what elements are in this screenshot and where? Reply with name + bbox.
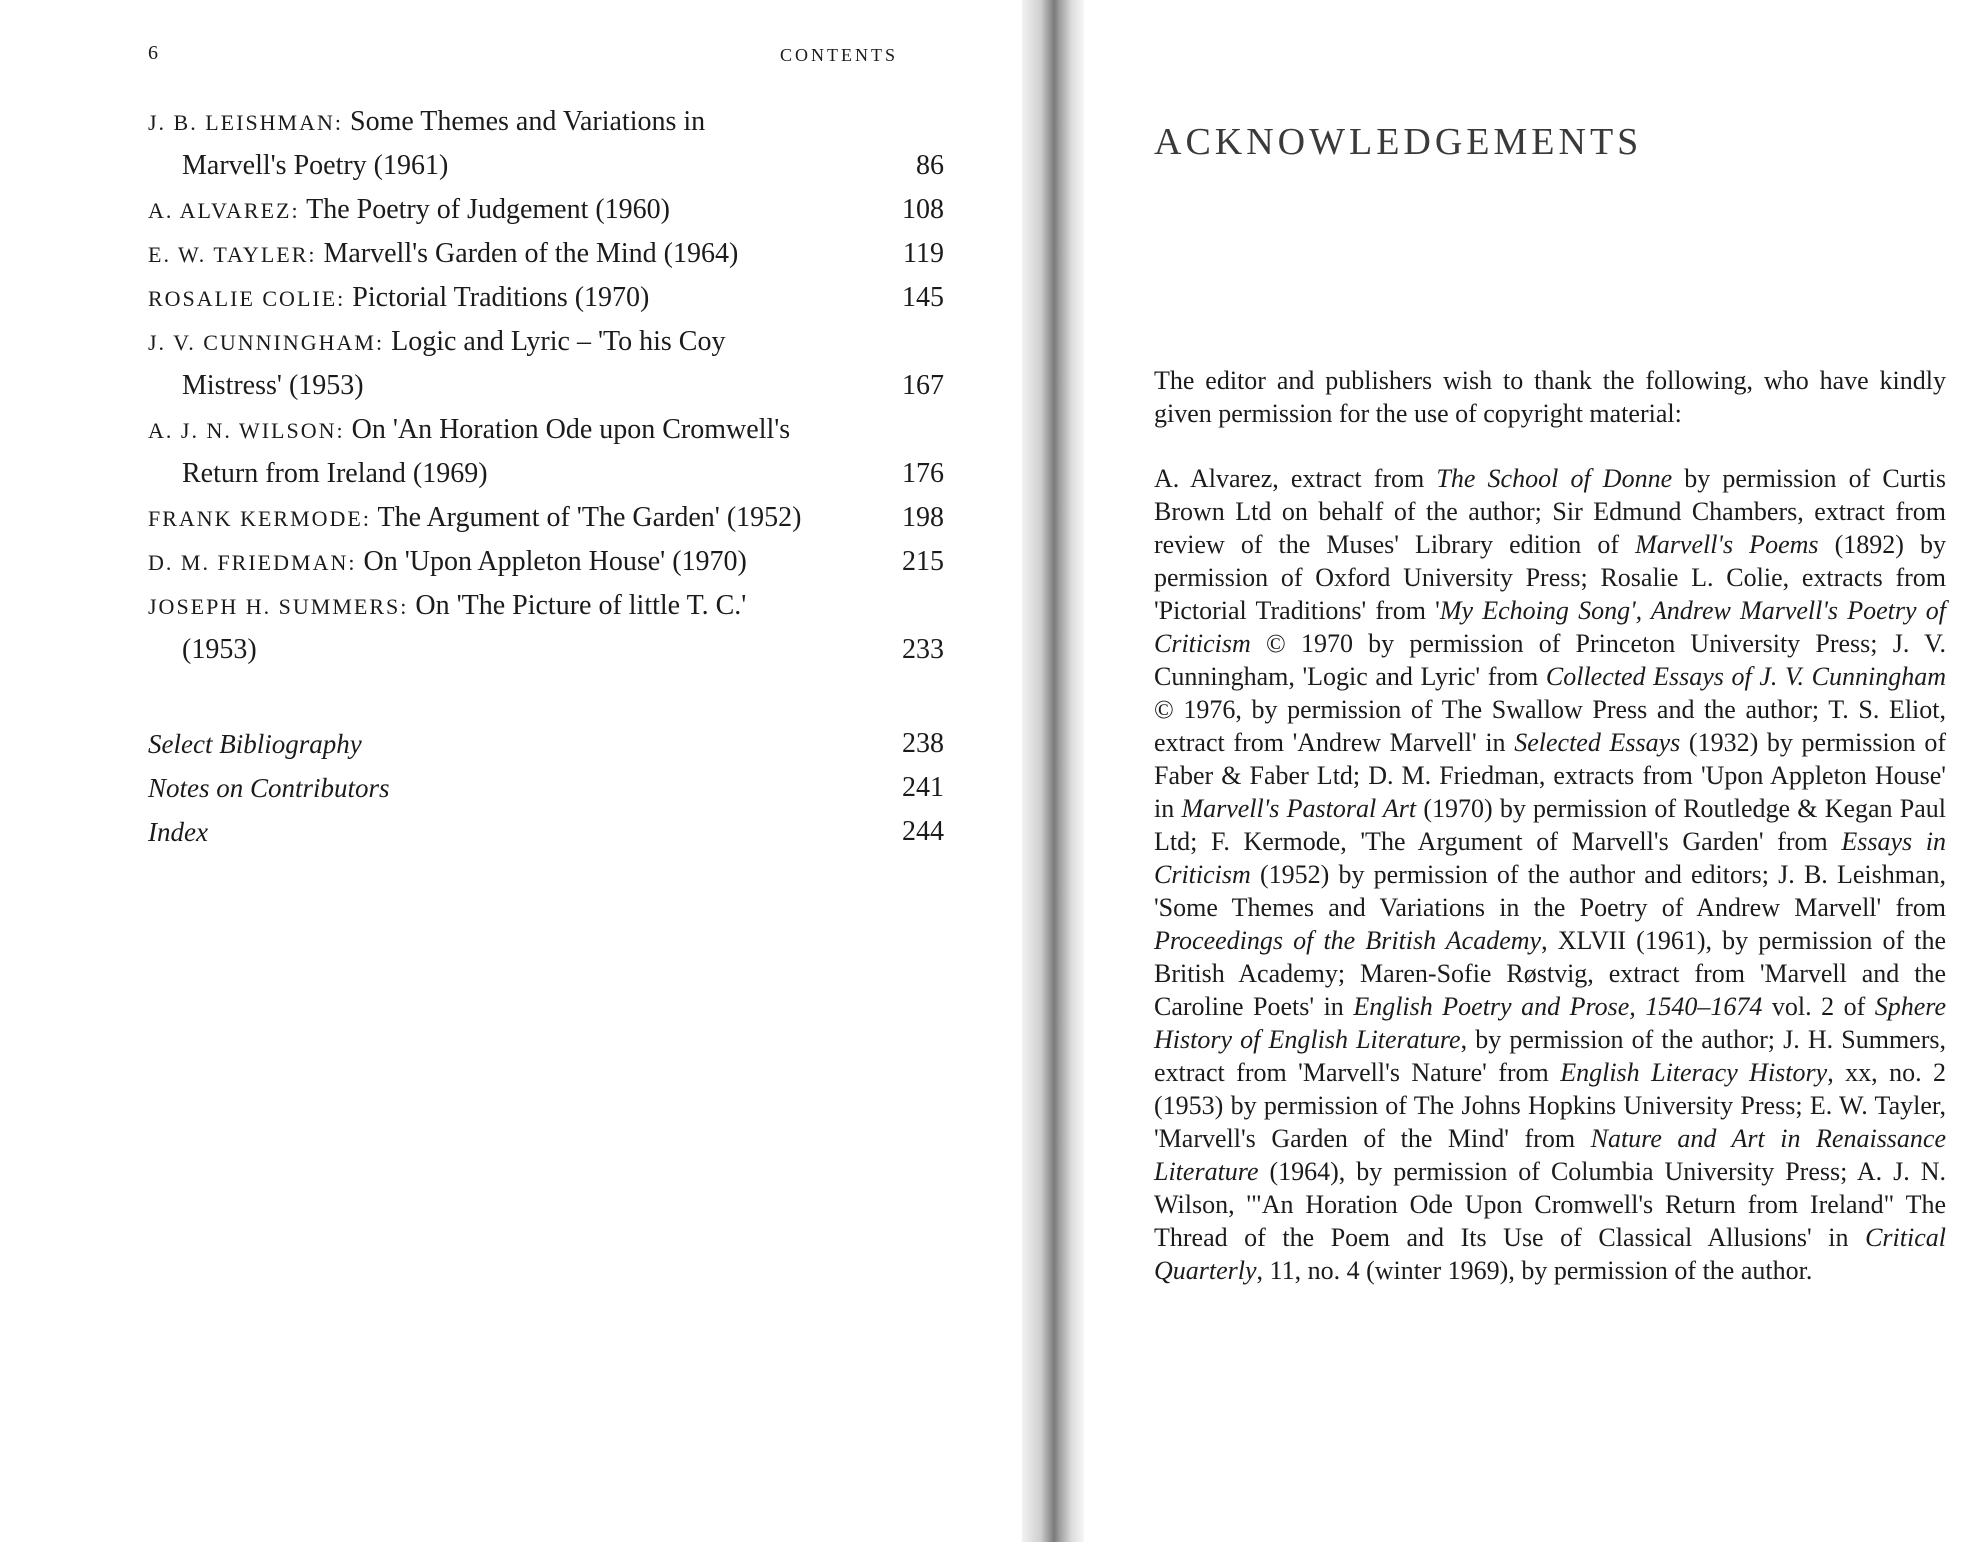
contents-entry-line [148, 232, 946, 276]
back-matter-page: 244 [902, 816, 944, 847]
contents-entry-title: Marvell's Poetry (1961) [182, 150, 449, 181]
contents-entry-title: The Poetry of Judgement (1960) [299, 194, 671, 225]
contents-entry-line [148, 144, 946, 188]
contents-entry-line [148, 628, 946, 672]
contents-entry-page: 198 [902, 502, 944, 533]
contents-back-matter [148, 722, 946, 854]
page-number: 6 [148, 42, 158, 64]
contents-entry [148, 584, 946, 672]
contents-entry [148, 276, 946, 320]
text-run: by permission of Curtis Brown Ltd on behalf of the author; Sir Edmund Chambers, extract from review of the Muses' Library edition of [1154, 464, 1946, 559]
contents-entry-page: 86 [916, 150, 944, 181]
contents-entry-line [148, 496, 946, 540]
italic-title-run: Collected Essays of J. V. Cunningham [1545, 662, 1946, 691]
contents-entry-title: Marvell's Garden of the Mind (1964) [316, 238, 739, 269]
contents-entry-page: 119 [903, 238, 944, 269]
contents-entry-line [148, 320, 946, 364]
back-matter-entry [148, 722, 946, 766]
italic-title-run: English Literacy History [1560, 1058, 1828, 1087]
contents-entry-author: E. W. TAYLER: [148, 242, 317, 267]
contents-entry [148, 320, 946, 408]
contents-entry [148, 540, 946, 584]
text-run: , 11, no. 4 (winter 1969), by permission of the author. [1256, 1256, 1813, 1285]
italic-title-run: Proceedings of the British Academy [1154, 926, 1542, 955]
contents-entry-line [148, 584, 946, 628]
contents-entry-title: On 'Upon Appleton House' (1970) [356, 546, 747, 577]
acknowledgements-intro: The editor and publishers wish to thank the following, who have kindly given permission for the use of copyright material: [1154, 366, 1946, 428]
small-caps-run: XLVII [1557, 926, 1627, 955]
text-run: (1964), by permission of Columbia University Press; A. J. N. Wilson, '"An Horation Ode Upon Cromwell's Return from Ireland" The Thread of the Poem and Its Use of Classical Allusions' in [1154, 1157, 1946, 1252]
back-matter-title: Select Bibliography [148, 729, 362, 759]
back-matter-page: 238 [902, 728, 944, 759]
contents-entry-line [148, 100, 946, 144]
contents-entry-author: J. V. CUNNINGHAM: [148, 330, 385, 355]
text-run: (1961), by permission of the British Academy; Maren-Sofie Røstvig, extract from 'Marvell and the Caroline Poets' in [1154, 926, 1947, 1021]
contents-entry-page: 145 [902, 282, 944, 313]
back-matter-title: Notes on Contributors [148, 773, 390, 803]
italic-title-run: Essays in Criticism [1154, 827, 1947, 889]
contents-entry-title: (1953) [182, 634, 257, 665]
italic-title-run: Marvell's Poems [1635, 530, 1819, 559]
contents-entry-author: A. J. N. WILSON: [148, 418, 345, 443]
contents-entry [148, 408, 946, 496]
italic-title-run: Selected Essays [1514, 728, 1681, 757]
text-run: A. Alvarez, extract from [1154, 464, 1437, 493]
contents-entry-page: 215 [902, 546, 944, 577]
contents-entry-author: J. B. LEISHMAN: [148, 110, 344, 135]
contents-entry-title: Pictorial Traditions (1970) [345, 282, 650, 313]
contents-entry-line [148, 452, 946, 496]
text-run: vol. 2 of [1762, 992, 1875, 1021]
italic-title-run: Sphere History of English Literature [1154, 992, 1946, 1054]
contents-entry-line [148, 540, 946, 584]
contents-entry-page: 108 [902, 194, 944, 225]
text-run: © 1976, by permission of The Swallow Press and the author; T. S. Eliot, extract from 'Andrew Marvell' in [1154, 695, 1946, 757]
contents-entry [148, 496, 946, 540]
contents-entry [148, 232, 946, 276]
contents-entry-title: The Argument of 'The Garden' (1952) [370, 502, 802, 533]
back-matter-entry [148, 810, 946, 854]
contents-entry-author: JOSEPH H. SUMMERS: [148, 594, 409, 619]
italic-title-run: Critical Quarterly [1154, 1223, 1946, 1285]
contents-entry-title: Logic and Lyric – 'To his Coy [384, 326, 726, 357]
back-matter-entry [148, 766, 946, 810]
book-gutter [1022, 0, 1084, 1542]
contents-entry-title: On 'The Picture of little T. C.' [408, 590, 747, 621]
contents-entry-author: D. M. FRIEDMAN: [148, 550, 357, 575]
back-matter-page: 241 [902, 772, 944, 803]
italic-title-run: English Poetry and Prose, 1540–1674 [1353, 992, 1763, 1021]
contents-entry-page: 233 [902, 634, 944, 665]
contents-entry-author: A. ALVAREZ: [148, 198, 300, 223]
contents-entry-author: ROSALIE COLIE: [148, 286, 346, 311]
contents-entry [148, 188, 946, 232]
contents-entry-title: Some Themes and Variations in [343, 106, 706, 137]
contents-entry-line [148, 364, 946, 408]
italic-title-run: The School of Donne [1436, 464, 1673, 493]
text-run: , [1541, 926, 1558, 955]
text-run: © 1970 by permission of Princeton University Press; J. V. Cunningham, 'Logic and Lyric' from [1154, 629, 1946, 691]
contents-entry-author: FRANK KERMODE: [148, 506, 371, 531]
text-run: (1970) by permission of Routledge & Kegan Paul Ltd; F. Kermode, 'The Argument of Marvell's Garden' from [1154, 794, 1946, 856]
back-matter-title: Index [148, 817, 208, 847]
running-head: CONTENTS [780, 45, 898, 65]
contents-entry-line [148, 188, 946, 232]
contents-entry [148, 100, 946, 188]
contents-entry-title: Return from Ireland (1969) [182, 458, 488, 489]
italic-title-run: Nature and Art in Renaissance Literature [1154, 1124, 1947, 1186]
contents-entry-title: On 'An Horation Ode upon Cromwell's [344, 414, 791, 445]
contents-entry-title: Mistress' (1953) [182, 370, 364, 401]
contents-entry-page: 167 [902, 370, 944, 401]
text-run: (1952) by permission of the author and editors; J. B. Leishman, 'Some Themes and Variations in the Poetry of Andrew Marvell' from [1154, 860, 1946, 922]
contents-entry-line [148, 276, 946, 320]
text-run: (1932) by permission of Faber & Faber Ltd; D. M. Friedman, extracts from 'Upon Appleton House' in [1154, 728, 1946, 823]
contents-entry-page: 176 [902, 458, 944, 489]
right-page [1084, 0, 1976, 1542]
contents-list [148, 100, 946, 672]
italic-title-run: Marvell's Pastoral Art [1181, 794, 1417, 823]
text-run: (1892) by permission of Oxford University Press; Rosalie L. Colie, extracts from 'Pictorial Traditions' from ' [1154, 530, 1946, 625]
italic-title-run: My Echoing Song', Andrew Marvell's Poetry of Criticism [1154, 596, 1946, 658]
text-run: , by permission of the author; J. H. Summers, extract from 'Marvell's Nature' from [1154, 1025, 1946, 1087]
contents-entry-line [148, 408, 946, 452]
acknowledgements-title: ACKNOWLEDGEMENTS [1154, 121, 1643, 163]
acknowledgements-body [1154, 462, 1946, 1287]
text-run: , xx, no. 2 (1953) by permission of The Johns Hopkins University Press; E. W. Tayler, 'Marvell's Garden of the Mind' from [1154, 1058, 1946, 1153]
